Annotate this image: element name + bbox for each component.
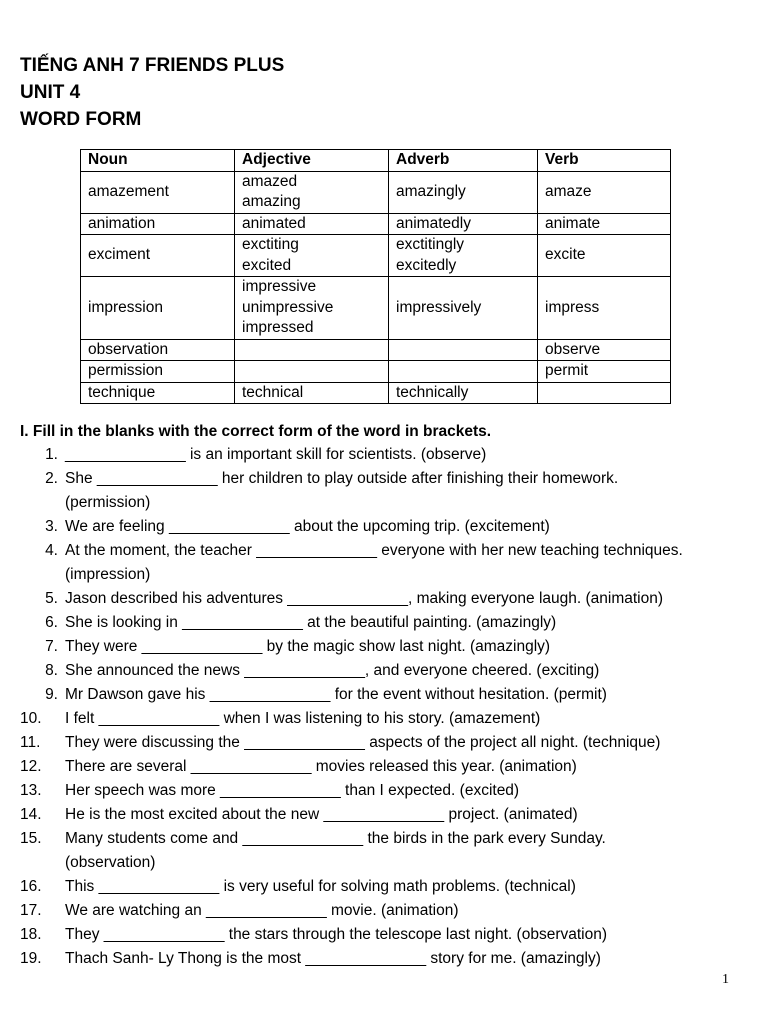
exercise-item xyxy=(20,611,740,635)
table-cell-verb: animate xyxy=(538,213,671,235)
table-cell-noun: technique xyxy=(81,382,235,404)
table-cell-word: impressively xyxy=(396,298,482,316)
table-row xyxy=(81,213,671,235)
exercise-text: They were ______________ by the magic show last night. (amazingly) xyxy=(65,638,551,655)
column-header-adjective: Adjective xyxy=(235,150,389,172)
exercise-item xyxy=(20,635,740,659)
table-cell-noun: exciment xyxy=(81,235,235,277)
table-cell-verb: excite xyxy=(538,235,671,277)
page-number: 1 xyxy=(722,972,729,987)
exercise-text: (permission) xyxy=(65,494,151,511)
document-header xyxy=(20,52,284,133)
exercise-number: 14. xyxy=(20,806,42,823)
exercise-text: Many students come and ______________ the birds in the park every Sunday. xyxy=(65,830,606,847)
table-cell-adverb xyxy=(389,361,538,383)
table-cell-word: animated xyxy=(242,214,306,232)
exercise-text: She ______________ her children to play outside after finishing their homework. xyxy=(65,470,619,487)
header-unit: UNIT 4 xyxy=(20,82,81,103)
exercise-item xyxy=(20,659,740,683)
exercise-text: She is looking in ______________ at the beautiful painting. (amazingly) xyxy=(65,614,557,631)
table-cell-noun: animation xyxy=(81,213,235,235)
exercise-item xyxy=(20,755,740,779)
exercise-item xyxy=(20,707,740,731)
table-cell-adjective xyxy=(235,361,389,383)
table-cell-word: exctiting xyxy=(242,236,299,253)
table-row xyxy=(81,171,671,213)
exercise-item xyxy=(20,923,740,947)
exercise-number: 13. xyxy=(20,782,42,799)
exercise-text: He is the most excited about the new ______________ project. (animated) xyxy=(65,806,578,823)
exercise-text: She announced the news ______________, and everyone cheered. (exciting) xyxy=(65,662,600,679)
table-row xyxy=(81,361,671,383)
exercise-text: This ______________ is very useful for solving math problems. (technical) xyxy=(65,878,576,895)
table-cell-verb: amaze xyxy=(538,171,671,213)
table-header-row xyxy=(81,150,671,172)
table-cell-noun: observation xyxy=(81,339,235,361)
exercise-text: We are feeling ______________ about the upcoming trip. (excitement) xyxy=(65,518,550,535)
exercise-text: (impression) xyxy=(65,566,151,583)
exercise-number: 2. xyxy=(45,470,58,487)
table-cell-adverb xyxy=(389,382,538,404)
table-cell-word: excited xyxy=(242,256,292,274)
exercise-number: 3. xyxy=(45,518,58,535)
table-cell-verb: observe xyxy=(538,339,671,361)
exercise-list xyxy=(20,443,740,971)
table-cell-adverb xyxy=(389,339,538,361)
table-cell-word: animatedly xyxy=(396,214,471,232)
table-cell-word: amazed xyxy=(242,172,298,190)
exercise-text: ______________ is an important skill for scientists. (observe) xyxy=(65,446,487,463)
table-cell-word: technical xyxy=(242,383,304,401)
exercise-number: 7. xyxy=(45,638,58,655)
table-cell-word: excitedly xyxy=(396,256,457,274)
exercise-number: 10. xyxy=(20,710,42,727)
exercise-item xyxy=(20,587,740,611)
column-header-adverb: Adverb xyxy=(389,150,538,172)
exercise-item xyxy=(20,779,740,803)
exercise-number: 17. xyxy=(20,902,42,919)
exercise-text: (observation) xyxy=(65,854,156,871)
exercise-number: 4. xyxy=(45,542,58,559)
exercise-item xyxy=(20,515,740,539)
table-cell-verb xyxy=(538,382,671,404)
exercise-title: I. Fill in the blanks with the correct form of the word in brackets. xyxy=(20,423,492,440)
exercise-item xyxy=(20,683,740,707)
table-cell-adjective xyxy=(235,171,389,213)
table-cell-noun: permission xyxy=(81,361,235,383)
exercise-number: 19. xyxy=(20,950,42,967)
exercise-number: 8. xyxy=(45,662,58,679)
table-cell-adjective xyxy=(235,339,389,361)
table-cell-verb: impress xyxy=(538,277,671,340)
exercise-item xyxy=(20,443,740,467)
exercise-item xyxy=(20,899,740,923)
exercise-number: 12. xyxy=(20,758,42,775)
exercise-text: There are several ______________ movies released this year. (animation) xyxy=(65,758,577,775)
table-cell-adjective xyxy=(235,213,389,235)
table-row xyxy=(81,382,671,404)
word-form-table-body xyxy=(81,171,671,404)
exercise-number: 11. xyxy=(20,734,41,751)
exercise-number: 9. xyxy=(45,686,58,703)
exercise-item xyxy=(20,731,740,755)
exercise-number: 5. xyxy=(45,590,58,607)
exercise-text: They were discussing the ______________ aspects of the project all night. (technique) xyxy=(65,734,661,751)
exercise-item xyxy=(20,467,740,515)
exercise-item xyxy=(20,539,740,587)
table-cell-word: amazingly xyxy=(396,182,466,200)
header-title: TIẾNG ANH 7 FRIENDS PLUS xyxy=(20,55,285,76)
table-cell-word: impressive xyxy=(242,278,317,295)
table-cell-noun: impression xyxy=(81,277,235,340)
exercise-text: I felt ______________ when I was listening to his story. (amazement) xyxy=(65,710,541,727)
table-cell-word: unimpressive xyxy=(242,298,334,316)
table-cell-adjective xyxy=(235,277,389,340)
exercise-text: We are watching an ______________ movie. (animation) xyxy=(65,902,459,919)
exercise-number: 18. xyxy=(20,926,42,943)
exercise-text: Her speech was more ______________ than I expected. (excited) xyxy=(65,782,520,799)
exercise-number: 6. xyxy=(45,614,58,631)
column-header-verb: Verb xyxy=(538,150,671,172)
exercise-text: Jason described his adventures ______________, making everyone laugh. (animation) xyxy=(65,590,664,607)
table-cell-adverb xyxy=(389,213,538,235)
table-row xyxy=(81,235,671,277)
table-cell-word: exctitingly xyxy=(396,236,465,253)
header-topic: WORD FORM xyxy=(20,109,142,130)
exercise-number: 15. xyxy=(20,830,42,847)
table-cell-word: technically xyxy=(396,383,469,401)
table-row xyxy=(81,339,671,361)
table-cell-verb: permit xyxy=(538,361,671,383)
table-cell-noun: amazement xyxy=(81,171,235,213)
table-cell-adverb xyxy=(389,235,538,277)
table-cell-word: amazing xyxy=(242,193,301,210)
exercise-item xyxy=(20,947,740,971)
exercise-item xyxy=(20,803,740,827)
table-row xyxy=(81,277,671,340)
table-cell-adjective xyxy=(235,235,389,277)
exercise-text: At the moment, the teacher ______________ everyone with her new teaching techniques. xyxy=(65,542,683,559)
exercise-text: Thach Sanh- Ly Thong is the most ______________ story for me. (amazingly) xyxy=(65,950,601,967)
table-cell-adjective xyxy=(235,382,389,404)
table-cell-word: impressed xyxy=(242,319,314,336)
column-header-noun: Noun xyxy=(81,150,235,172)
table-cell-adverb xyxy=(389,171,538,213)
exercise-item xyxy=(20,827,740,875)
word-form-table xyxy=(80,149,671,404)
exercise-text: Mr Dawson gave his ______________ for the event without hesitation. (permit) xyxy=(65,686,607,703)
exercise-number: 16. xyxy=(20,878,42,895)
exercise-text: They ______________ the stars through the telescope last night. (observation) xyxy=(65,926,608,943)
exercise-number: 1. xyxy=(45,446,58,463)
exercise-item xyxy=(20,875,740,899)
table-cell-adverb xyxy=(389,277,538,340)
